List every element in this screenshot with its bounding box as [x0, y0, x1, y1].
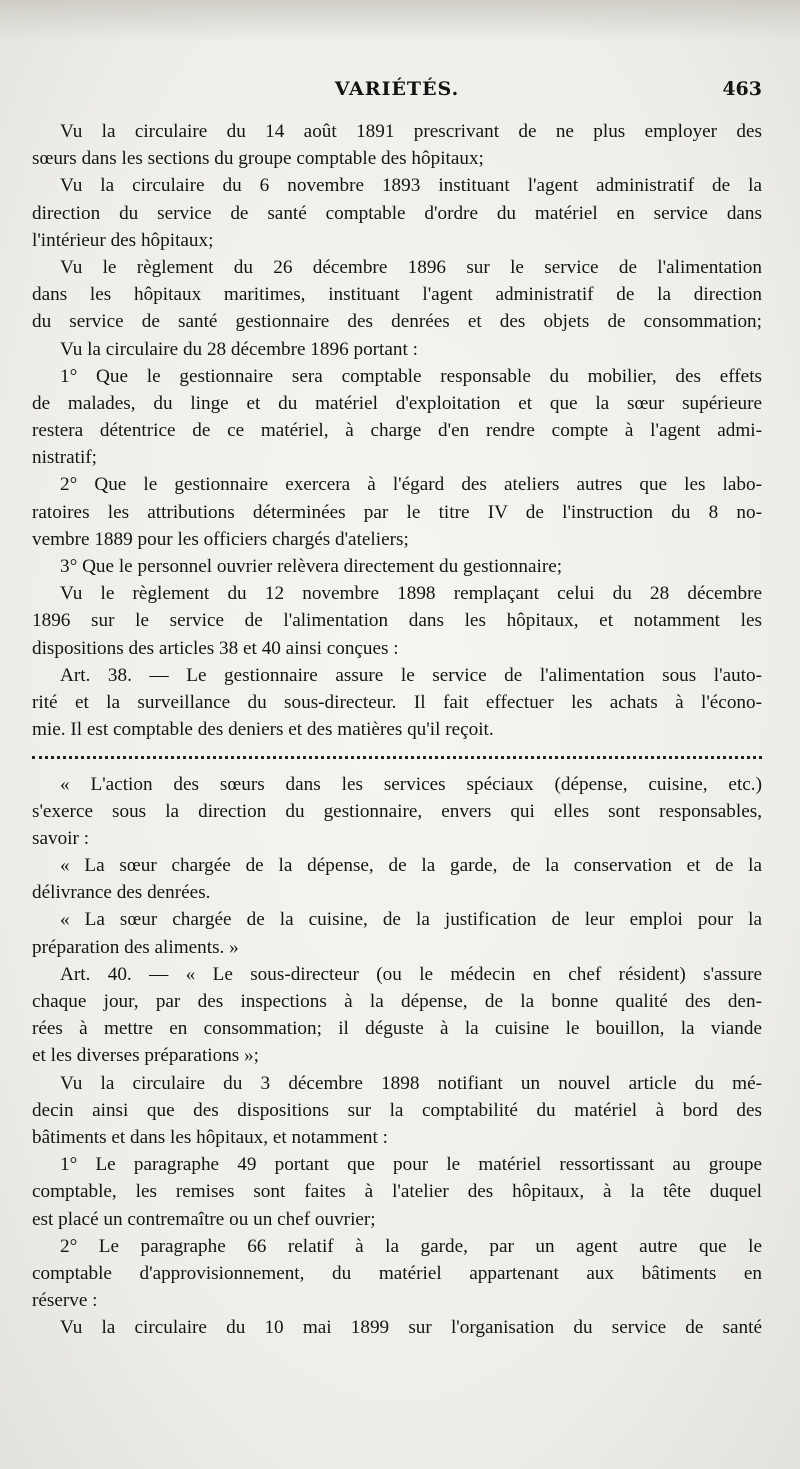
- body-text: [32, 118, 762, 1341]
- text-line: 2° Que le gestionnaire exercera à l'égard des ateliers autres que les labo-: [60, 474, 762, 496]
- text-line: 3° Que le personnel ouvrier relèvera directement du gestionnaire;: [60, 556, 563, 577]
- text-line: et les diverses préparations »;: [32, 1045, 259, 1067]
- text-line: comptable, les remises sont faites à l'atelier des hôpitaux, à la tête duquel: [32, 1181, 762, 1203]
- text-line: nistratif;: [32, 447, 98, 469]
- ellipsis-separator: [32, 743, 762, 770]
- text-line: rité et la surveillance du sous-directeur. Il fait effectuer les achats à l'écono-: [32, 691, 762, 713]
- text-line: bâtiments et dans les hôpitaux, et notamment :: [32, 1126, 388, 1148]
- page-top-edge: [0, 0, 800, 42]
- text-line: rées à mettre en consommation; il déguste à la cuisine le bouillon, la viande: [32, 1018, 762, 1040]
- text-line: « L'action des sœurs dans les services spéciaux (dépense, cuisine, etc.): [60, 773, 762, 795]
- text-line: restera détentrice de ce matériel, à charge d'en rendre compte à l'agent admi-: [32, 420, 762, 442]
- text-line: 2° Le paragraphe 66 relatif à la garde, par un agent autre que le: [60, 1235, 762, 1257]
- text-line: 1° Que le gestionnaire sera comptable responsable du mobilier, des effets: [60, 365, 762, 387]
- text-line: 1° Le paragraphe 49 portant que pour le matériel ressortissant au groupe: [60, 1154, 762, 1176]
- running-title: VARIÉTÉS.: [334, 78, 460, 100]
- page-header: [32, 78, 762, 104]
- text-line: sœurs dans les sections du groupe comptable des hôpitaux;: [32, 148, 484, 170]
- text-line: Vu la circulaire du 3 décembre 1898 notifiant un nouvel article du mé-: [60, 1072, 762, 1094]
- text-line: 1896 sur le service de l'alimentation dans les hôpitaux, et notamment les: [32, 610, 762, 632]
- text-line: ratoires les attributions déterminées par le titre IV de l'instruction du 8 no-: [32, 501, 762, 523]
- text-line: direction du service de santé comptable d'ordre du matériel en service dans: [32, 202, 762, 224]
- text-line: Vu la circulaire du 10 mai 1899 sur l'organisation du service de santé: [60, 1317, 762, 1339]
- text-line: Vu le règlement du 12 novembre 1898 remplaçant celui du 28 décembre: [60, 583, 762, 605]
- text-line: Art. 40. — « Le sous-directeur (ou le médecin en chef résident) s'assure: [60, 963, 762, 985]
- text-line: réserve :: [32, 1290, 98, 1312]
- text-line: « La sœur chargée de la dépense, de la garde, de la conservation et de la: [60, 855, 762, 877]
- text-line: Vu la circulaire du 28 décembre 1896 portant :: [60, 338, 418, 360]
- text-line: Art. 38. — Le gestionnaire assure le service de l'alimentation sous l'auto-: [60, 664, 762, 686]
- text-line: dispositions des articles 38 et 40 ainsi conçues :: [32, 637, 399, 659]
- text-line: s'exerce sous la direction du gestionnaire, envers qui elles sont responsables,: [32, 800, 762, 822]
- text-line: decin ainsi que des dispositions sur la comptabilité du matériel à bord des: [32, 1099, 762, 1121]
- text-line: du service de santé gestionnaire des denrées et des objets de consommation;: [32, 311, 762, 333]
- text-line: mie. Il est comptable des deniers et des matières qu'il reçoit.: [32, 719, 494, 741]
- text-line: de malades, du linge et du matériel d'exploitation et que la sœur supérieure: [32, 392, 762, 414]
- text-line: Vu la circulaire du 6 novembre 1893 instituant l'agent administratif de la: [60, 175, 762, 197]
- text-line: préparation des aliments. »: [32, 936, 239, 958]
- text-line: vembre 1889 pour les officiers chargés d'ateliers;: [32, 528, 409, 550]
- text-line: dans les hôpitaux maritimes, instituant l'agent administratif de la direction: [32, 284, 762, 306]
- text-line: chaque jour, par des inspections à la dépense, de la bonne qualité des den-: [32, 991, 762, 1012]
- text-line: Vu la circulaire du 14 août 1891 prescrivant de ne plus employer des: [60, 121, 762, 142]
- text-line: l'intérieur des hôpitaux;: [32, 229, 214, 251]
- text-line: est placé un contremaître ou un chef ouvrier;: [32, 1208, 376, 1230]
- text-line: délivrance des denrées.: [32, 882, 211, 904]
- page-number: 463: [722, 78, 762, 100]
- text-line: comptable d'approvisionnement, du matériel appartenant aux bâtiments en: [32, 1262, 762, 1284]
- text-line: savoir :: [32, 827, 90, 849]
- text-line: « La sœur chargée de la cuisine, de la justification de leur emploi pour la: [60, 909, 762, 931]
- text-line: Vu le règlement du 26 décembre 1896 sur le service de l'alimentation: [60, 256, 762, 278]
